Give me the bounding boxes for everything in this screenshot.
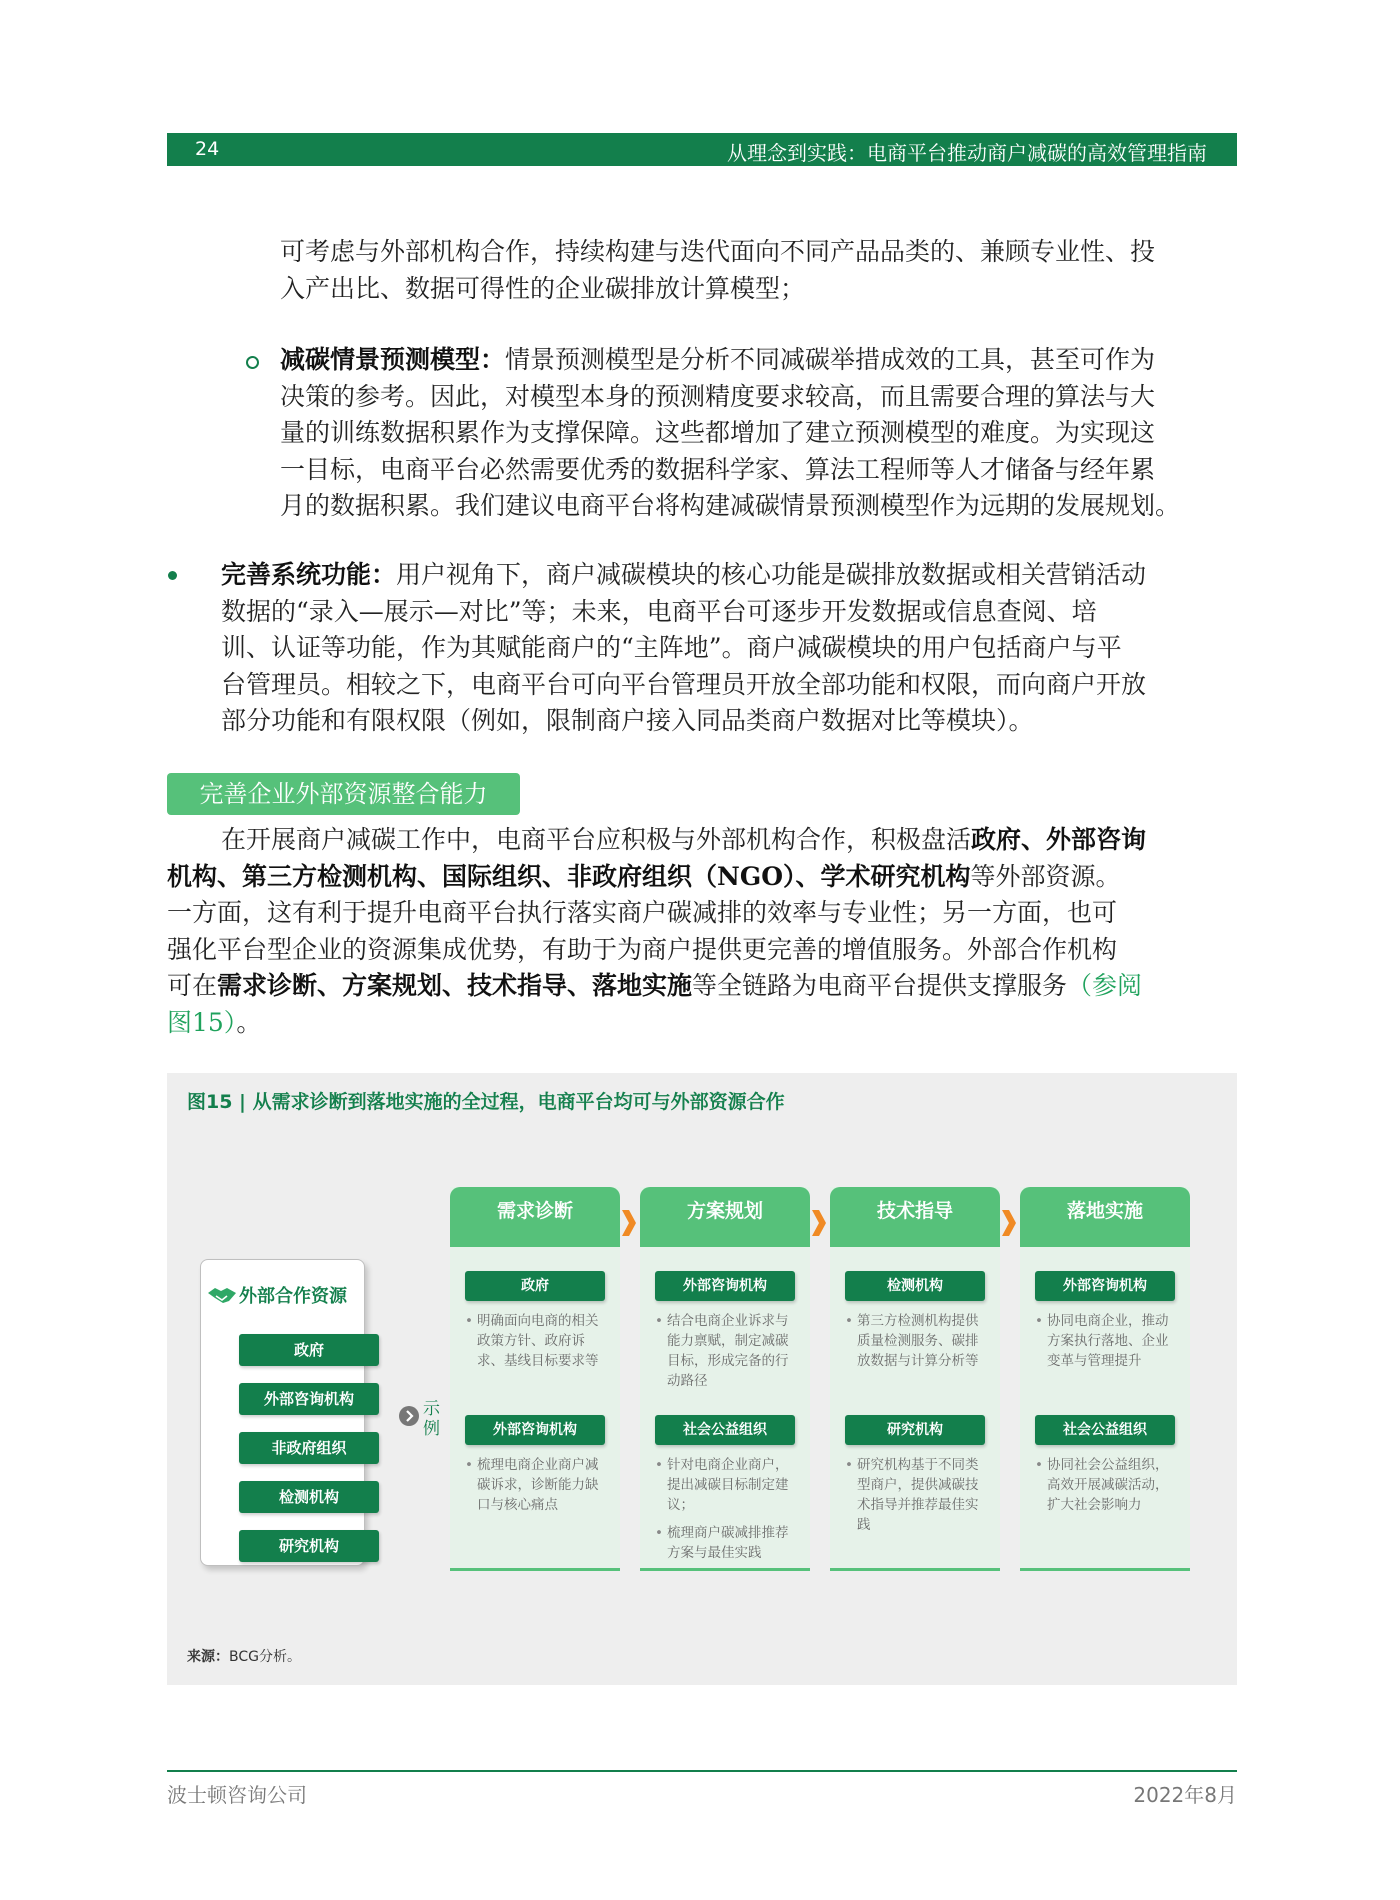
chevron-right-icon [622,1210,636,1236]
resource-ngo: 非政府组织 [239,1432,379,1464]
sub-bullet-icon [246,356,259,369]
stage-org: 检测机构 [845,1271,985,1301]
footer-divider [167,1770,1237,1772]
stage-org: 社会公益组织 [1035,1415,1175,1445]
stage-header: 方案规划 [640,1187,810,1247]
paragraph-external-resources: 在开展商户减碳工作中，电商平台应积极与外部机构合作，积极盘活政府、外部咨询 机构、第三方检测机构、国际组织、非政府组织（NGO）、学术研究机构等外部资源。 一方面，这有利于提升电商平台执行落实商户碳减排的效率与专业性；另一方面，也可 强化平台型企业的资源集成优势，有助于为商户提供更完善的增值服务。外部合作机构 可在需求诊断、方案规划、技术指导、落地实施等全链路为电商平台提供支撑服务（参阅 图15）。 [167,825,1147,1037]
chevron-right-icon [812,1210,826,1236]
footer-company: 波士顿咨询公司 [167,1783,307,1807]
paragraph-system-functions: 完善系统功能：用户视角下，商户减碳模块的核心功能是碳排放数据或相关营销活动 数据的“录入—展示—对比”等；未来，电商平台可逐步开发数据或信息查阅、培 训、认证等功能，作为其赋能商户的“主阵地”。商户减碳模块的用户包括商户与平 台管理员。相较之下，电商平台可向平台管理员开放全部功能和权限，而向商户开放 部分功能和有限权限（例如，限制商户接入同品类商户数据对比等模块）。 [221,560,1147,735]
figure-15 [167,1073,1237,1685]
stage-org: 社会公益组织 [655,1415,795,1445]
stage-org-desc: • 协同社会公益组织，高效开展减碳活动，扩大社会影响力 [1035,1455,1175,1523]
stage-header: 落地实施 [1020,1187,1190,1247]
stage-header: 技术指导 [830,1187,1000,1247]
stage-org-desc: • 第三方检测机构提供质量检测服务、碳排放数据与计算分析等 [845,1311,985,1379]
resource-testing: 检测机构 [239,1481,379,1513]
paragraph-model-calc: 可考虑与外部机构合作，持续构建与迭代面向不同产品品类的、兼顾专业性、投 入产出比、数据可得性的企业碳排放计算模型； [280,237,1156,303]
stage-org: 外部咨询机构 [465,1415,605,1445]
page-number: 24 [195,138,220,160]
resources-title: 外部合作资源 [207,1282,362,1308]
stage-org-desc: • 研究机构基于不同类型商户，提供减碳技术指导并推荐最佳实践 [845,1455,985,1543]
stage-org: 政府 [465,1271,605,1301]
bullet-icon [168,571,177,580]
footer-date: 2022年8月 [1133,1783,1237,1807]
section-heading: 完善企业外部资源整合能力 [167,773,520,815]
example-arrow-icon [399,1406,419,1426]
stage-org-desc: • 协同电商企业，推动方案执行落地、企业变革与管理提升 [1035,1311,1175,1379]
page-header [167,133,1237,166]
figure-source: 来源：BCG分析。 [187,1649,301,1665]
chevron-right-icon [1002,1210,1016,1236]
stage-org-desc: • 梳理电商企业商户减碳诉求，诊断能力缺口与核心痛点 [465,1455,605,1523]
header-title: 从理念到实践：电商平台推动商户减碳的高效管理指南 [727,141,1207,165]
resource-government: 政府 [239,1334,379,1366]
stage-org: 外部咨询机构 [655,1271,795,1301]
resources-panel [200,1259,365,1566]
paragraph-scenario-model: 减碳情景预测模型：情景预测模型是分析不同减碳举措成效的工具，甚至可作为 决策的参考。因此，对模型本身的预测精度要求较高，而且需要合理的算法与大 量的训练数据积累作为支撑保障。这些都增加了建立预测模型的难度。为实现这 一目标，电商平台必然需要优秀的数据科学家、算法工程师等人才储备与经年累 月的数据积累。我们建议电商平台将构建减碳情景预测模型作为远期的发展规划。 [280,345,1181,520]
stage-header: 需求诊断 [450,1187,620,1247]
stage-org: 研究机构 [845,1415,985,1445]
figure-reference-link[interactable]: （参阅 [1067,971,1143,1000]
example-label: 示例 [423,1399,440,1439]
stage-org-desc: • 明确面向电商的相关政策方针、政府诉求、基线目标要求等 [465,1311,605,1379]
stage-org-desc: • 针对电商企业商户，提出减碳目标制定建议； • 梳理商户碳减排推荐方案与最佳实践 [655,1455,795,1571]
figure-reference-link-cont[interactable]: 图15） [167,1007,237,1037]
stage-org: 外部咨询机构 [1035,1271,1175,1301]
handshake-icon [207,1284,237,1306]
resource-research: 研究机构 [239,1530,379,1562]
resource-consulting: 外部咨询机构 [239,1383,379,1415]
stage-org-desc: • 结合电商企业诉求与能力禀赋，制定减碳目标，形成完备的行动路径 [655,1311,795,1399]
figure-title: 图15 | 从需求诊断到落地实施的全过程，电商平台均可与外部资源合作 [187,1091,785,1113]
